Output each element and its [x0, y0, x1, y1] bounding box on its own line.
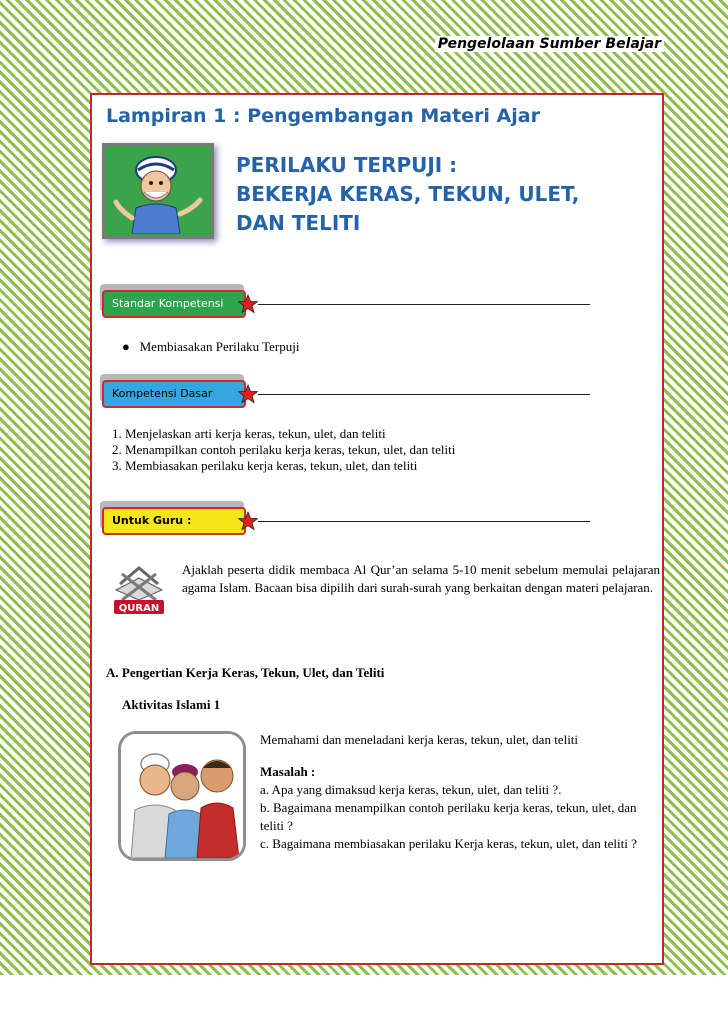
guru-paragraph: Ajaklah peserta didik membaca Al Qur’an selama 5-10 menit sebelum memulai pelajaran agama Islam. Bacaan bisa dipilih dari surah-surah yang berkaitan dengan materi pelajaran.	[182, 562, 660, 595]
quran-icon	[110, 560, 168, 618]
students-illustration-icon	[121, 734, 243, 858]
kompetensi-dasar-label: Kompetensi Dasar	[102, 380, 246, 408]
main-title	[236, 151, 656, 238]
activity-text	[260, 731, 660, 853]
masalah-item: b. Bagaimana menampilkan contoh perilaku kerja keras, tekun, ulet, dan teliti ?	[260, 800, 637, 833]
teacher-portrait	[102, 143, 214, 239]
activity-title: Aktivitas Islami 1	[122, 697, 221, 712]
standar-kompetensi-label: Standar Kompetensi	[102, 290, 246, 318]
main-title-line2: BEKERJA KERAS, TEKUN, ULET,	[236, 182, 580, 206]
star-icon	[238, 384, 258, 404]
teacher-portrait-icon	[108, 148, 208, 234]
activity-intro: Memahami dan meneladani kerja keras, tekun, ulet, dan teliti	[260, 732, 579, 747]
main-title-line3: DAN TELITI	[236, 211, 361, 235]
students-illustration	[118, 731, 246, 861]
content-frame	[90, 93, 664, 965]
standar-item: ● Membiasakan Perilaku Terpuji	[122, 339, 300, 354]
masalah-item: a. Apa yang dimaksud kerja keras, tekun, ulet, dan teliti ?.	[260, 782, 562, 797]
divider-line	[258, 521, 590, 522]
main-title-line1: PERILAKU TERPUJI :	[236, 153, 458, 177]
lampiran-title: Lampiran 1 : Pengembangan Materi Ajar	[106, 105, 540, 127]
bullet-icon: ●	[122, 339, 140, 354]
list-item: 3. Membiasakan perilaku kerja keras, tekun, ulet, dan teliti	[112, 458, 418, 473]
divider-line	[258, 304, 590, 305]
divider-line	[258, 394, 590, 395]
star-icon	[238, 511, 258, 531]
header-title: Pengelolaan Sumber Belajar	[435, 36, 664, 52]
kompetensi-list	[112, 426, 455, 474]
masalah-label: Masalah :	[260, 764, 316, 779]
quran-icon-text: QURAN	[118, 603, 160, 614]
untuk-guru-label: Untuk Guru :	[102, 507, 246, 535]
list-item: 1. Menjelaskan arti kerja keras, tekun, ulet, dan teliti	[112, 426, 386, 441]
section-a-title: A. Pengertian Kerja Keras, Tekun, Ulet, dan Teliti	[106, 665, 385, 680]
star-icon	[238, 294, 258, 314]
masalah-item: c. Bagaimana membiasakan perilaku Kerja keras, tekun, ulet, dan teliti ?	[260, 836, 637, 851]
list-item: 2. Menampilkan contoh perilaku kerja keras, tekun, ulet, dan teliti	[112, 442, 456, 457]
